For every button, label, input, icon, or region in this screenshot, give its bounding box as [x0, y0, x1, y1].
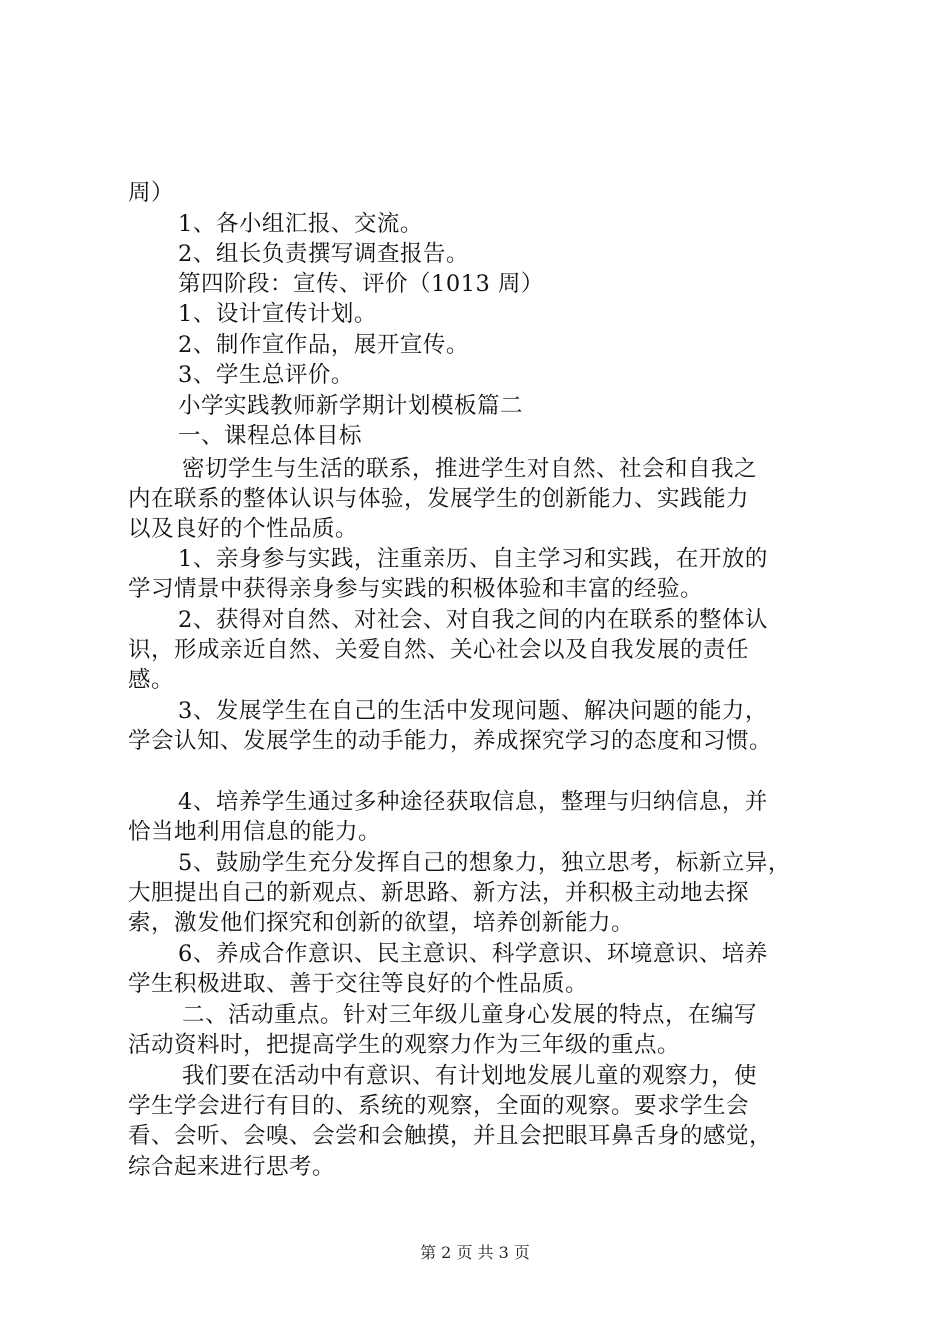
text-line: 索，激发他们探究和创新的欲望，培养创新能力。	[128, 910, 635, 936]
section-heading: 小学实践教师新学期计划模板篇二	[178, 393, 524, 419]
text-line: 5、鼓励学生充分发挥自己的想象力，独立思考，标新立异，	[178, 850, 791, 876]
text-line: 大胆提出自己的新观点、新思路、新方法，并积极主动地去探	[128, 880, 750, 906]
text-line: 6、养成合作意识、民主意识、科学意识、环境意识、培养	[178, 941, 768, 967]
text-line: 1、亲身参与实践，注重亲历、自主学习和实践，在开放的	[178, 546, 768, 572]
text-line: 我们要在活动中有意识、有计划地发展儿童的观察力，使	[182, 1063, 758, 1089]
text-line: 第四阶段：宣传、评价（1013 周）	[178, 271, 544, 297]
text-line: 恰当地利用信息的能力。	[128, 819, 382, 845]
text-line: 学生积极进取、善于交往等良好的个性品质。	[128, 971, 589, 997]
text-line: 内在联系的整体认识与体验，发展学生的创新能力、实践能力	[128, 486, 750, 512]
text-line: 密切学生与生活的联系，推进学生对自然、社会和自我之	[182, 456, 758, 482]
text-line: 学会认知、发展学生的动手能力，养成探究学习的态度和习惯。	[128, 728, 773, 754]
text-line: 4、培养学生通过多种途径获取信息，整理与归纳信息，并	[178, 789, 768, 815]
text-line: 2、组长负责撰写调查报告。	[178, 241, 469, 267]
text-line: 看、会听、会嗅、会尝和会触摸，并且会把眼耳鼻舌身的感觉，	[128, 1123, 773, 1149]
text-line: 学生学会进行有目的、系统的观察，全面的观察。要求学生会	[128, 1093, 750, 1119]
text-line: 3、学生总评价。	[178, 362, 354, 388]
text-line: 识，形成亲近自然、关爱自然、关心社会以及自我发展的责任	[128, 637, 750, 663]
text-line: 周）	[128, 180, 175, 206]
text-line: 2、制作宣作品，展开宣传。	[178, 332, 469, 358]
text-line: 1、各小组汇报、交流。	[178, 211, 423, 237]
text-line: 1、设计宣传计划。	[178, 301, 377, 327]
text-line: 综合起来进行思考。	[128, 1154, 336, 1180]
text-line: 学习情景中获得亲身参与实践的积极体验和丰富的经验。	[128, 576, 704, 602]
text-line: 以及良好的个性品质。	[128, 516, 359, 542]
text-line: 二、活动重点。针对三年级儿童身心发展的特点，在编写	[182, 1002, 758, 1028]
text-line: 感。	[128, 667, 175, 693]
text-line: 活动资料时，把提高学生的观察力作为三年级的重点。	[128, 1032, 681, 1058]
text-line: 2、获得对自然、对社会、对自我之间的内在联系的整体认	[178, 607, 768, 633]
text-line: 3、发展学生在自己的生活中发现问题、解决问题的能力，	[178, 698, 768, 724]
page-number-footer: 第 2 页 共 3 页	[420, 1243, 530, 1262]
section-heading: 一、课程总体目标	[178, 423, 363, 449]
